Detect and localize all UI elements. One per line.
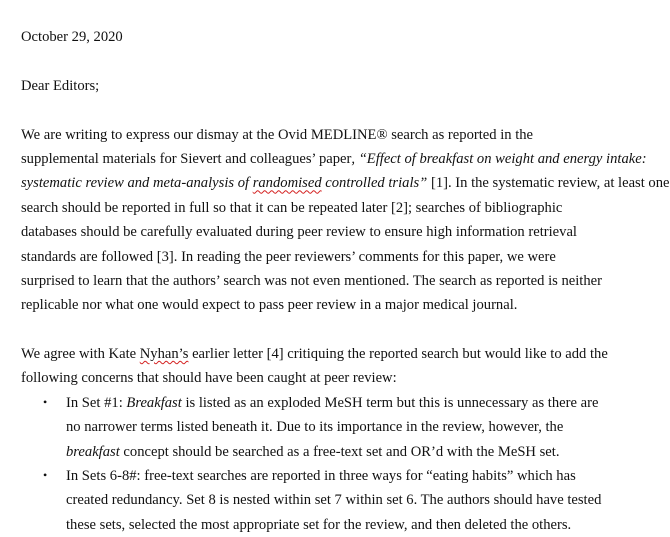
p1-line-3-text: [1]. In the systematic review, at least one: [427, 175, 670, 192]
bullet-1-line-3: [21, 440, 611, 464]
spacer: [21, 49, 611, 73]
bullet-icon: •: [43, 468, 48, 483]
spacer: [21, 98, 611, 122]
paper-title-part-3: controlled trials”: [321, 175, 428, 192]
p1-line-3: [21, 171, 670, 195]
p1-line-6: standards are followed [3]. In reading the peer reviewers’ comments for this paper, we were: [21, 248, 556, 265]
bullet-1-term-2: breakfast: [66, 443, 120, 460]
letter-salutation: Dear Editors;: [21, 77, 100, 94]
p2-line-2: following concerns that should have been caught at peer review:: [21, 370, 397, 387]
paragraph-2: [21, 342, 611, 391]
bullet-2-line-2: created redundancy. Set 8 is nested within set 7 within set 6. The authors should have tested: [66, 492, 602, 509]
spellcheck-word-randomised: randomised: [252, 175, 322, 192]
p1-line-8: replicable nor what one would expect to pass peer review in a major medical journal.: [21, 297, 518, 314]
bullet-1-line-1a: In Set #1:: [66, 394, 127, 411]
bullet-item-1: [21, 391, 611, 464]
p1-line-7: surprised to learn that the authors’ search was not even mentioned. The search as reported is neither: [21, 272, 602, 289]
bullet-1-line-1c: is listed as an exploded MeSH term but this is unnecessary as there are: [181, 394, 599, 411]
p2-line-1c: earlier letter [4] critiquing the reported search but would like to add the: [188, 346, 608, 363]
bullet-1-line-3b: concept should be searched as a free-text set and OR’d with the MeSH set.: [119, 443, 560, 460]
bullet-2-line-3: these sets, selected the most appropriate set for the review, and then deleted the others.: [66, 516, 572, 533]
paper-title-part-1: , “Effect of breakfast on weight and energy intake:: [351, 150, 647, 167]
p2-line-1a: We agree with Kate: [21, 346, 140, 363]
bullet-2-line-1: In Sets 6-8#: free-text searches are reported in three ways for “eating habits” which has: [66, 468, 576, 485]
p2-line-1: [21, 342, 611, 366]
letter-document: [21, 25, 670, 537]
spellcheck-word-nyhans: Nyhan’s: [139, 346, 189, 363]
p1-line-2: [21, 147, 647, 171]
paragraph-1: [21, 123, 670, 318]
paper-title-part-2: systematic review and meta-analysis of: [21, 175, 253, 192]
bullet-icon: •: [43, 394, 48, 409]
letter-date: October 29, 2020: [21, 29, 123, 45]
p1-line-1: We are writing to express our dismay at the Ovid MEDLINE® search as reported in the: [21, 126, 534, 143]
p1-line-4: search should be reported in full so that it can be repeated later [2]; searches of bibliographic: [21, 199, 563, 216]
spacer: [21, 318, 611, 342]
bullet-1-line-2: no narrower terms listed beneath it. Due to its importance in the review, however, the: [66, 419, 564, 436]
p1-line-2-text: supplemental materials for Sievert and colleagues’ paper: [21, 150, 352, 167]
bullet-1-line-1: [21, 391, 611, 415]
bullet-item-2: [21, 464, 611, 537]
bullet-1-term: Breakfast: [126, 394, 182, 411]
p1-line-5: databases should be carefully evaluated during peer review to ensure high information retrieval: [21, 224, 577, 241]
